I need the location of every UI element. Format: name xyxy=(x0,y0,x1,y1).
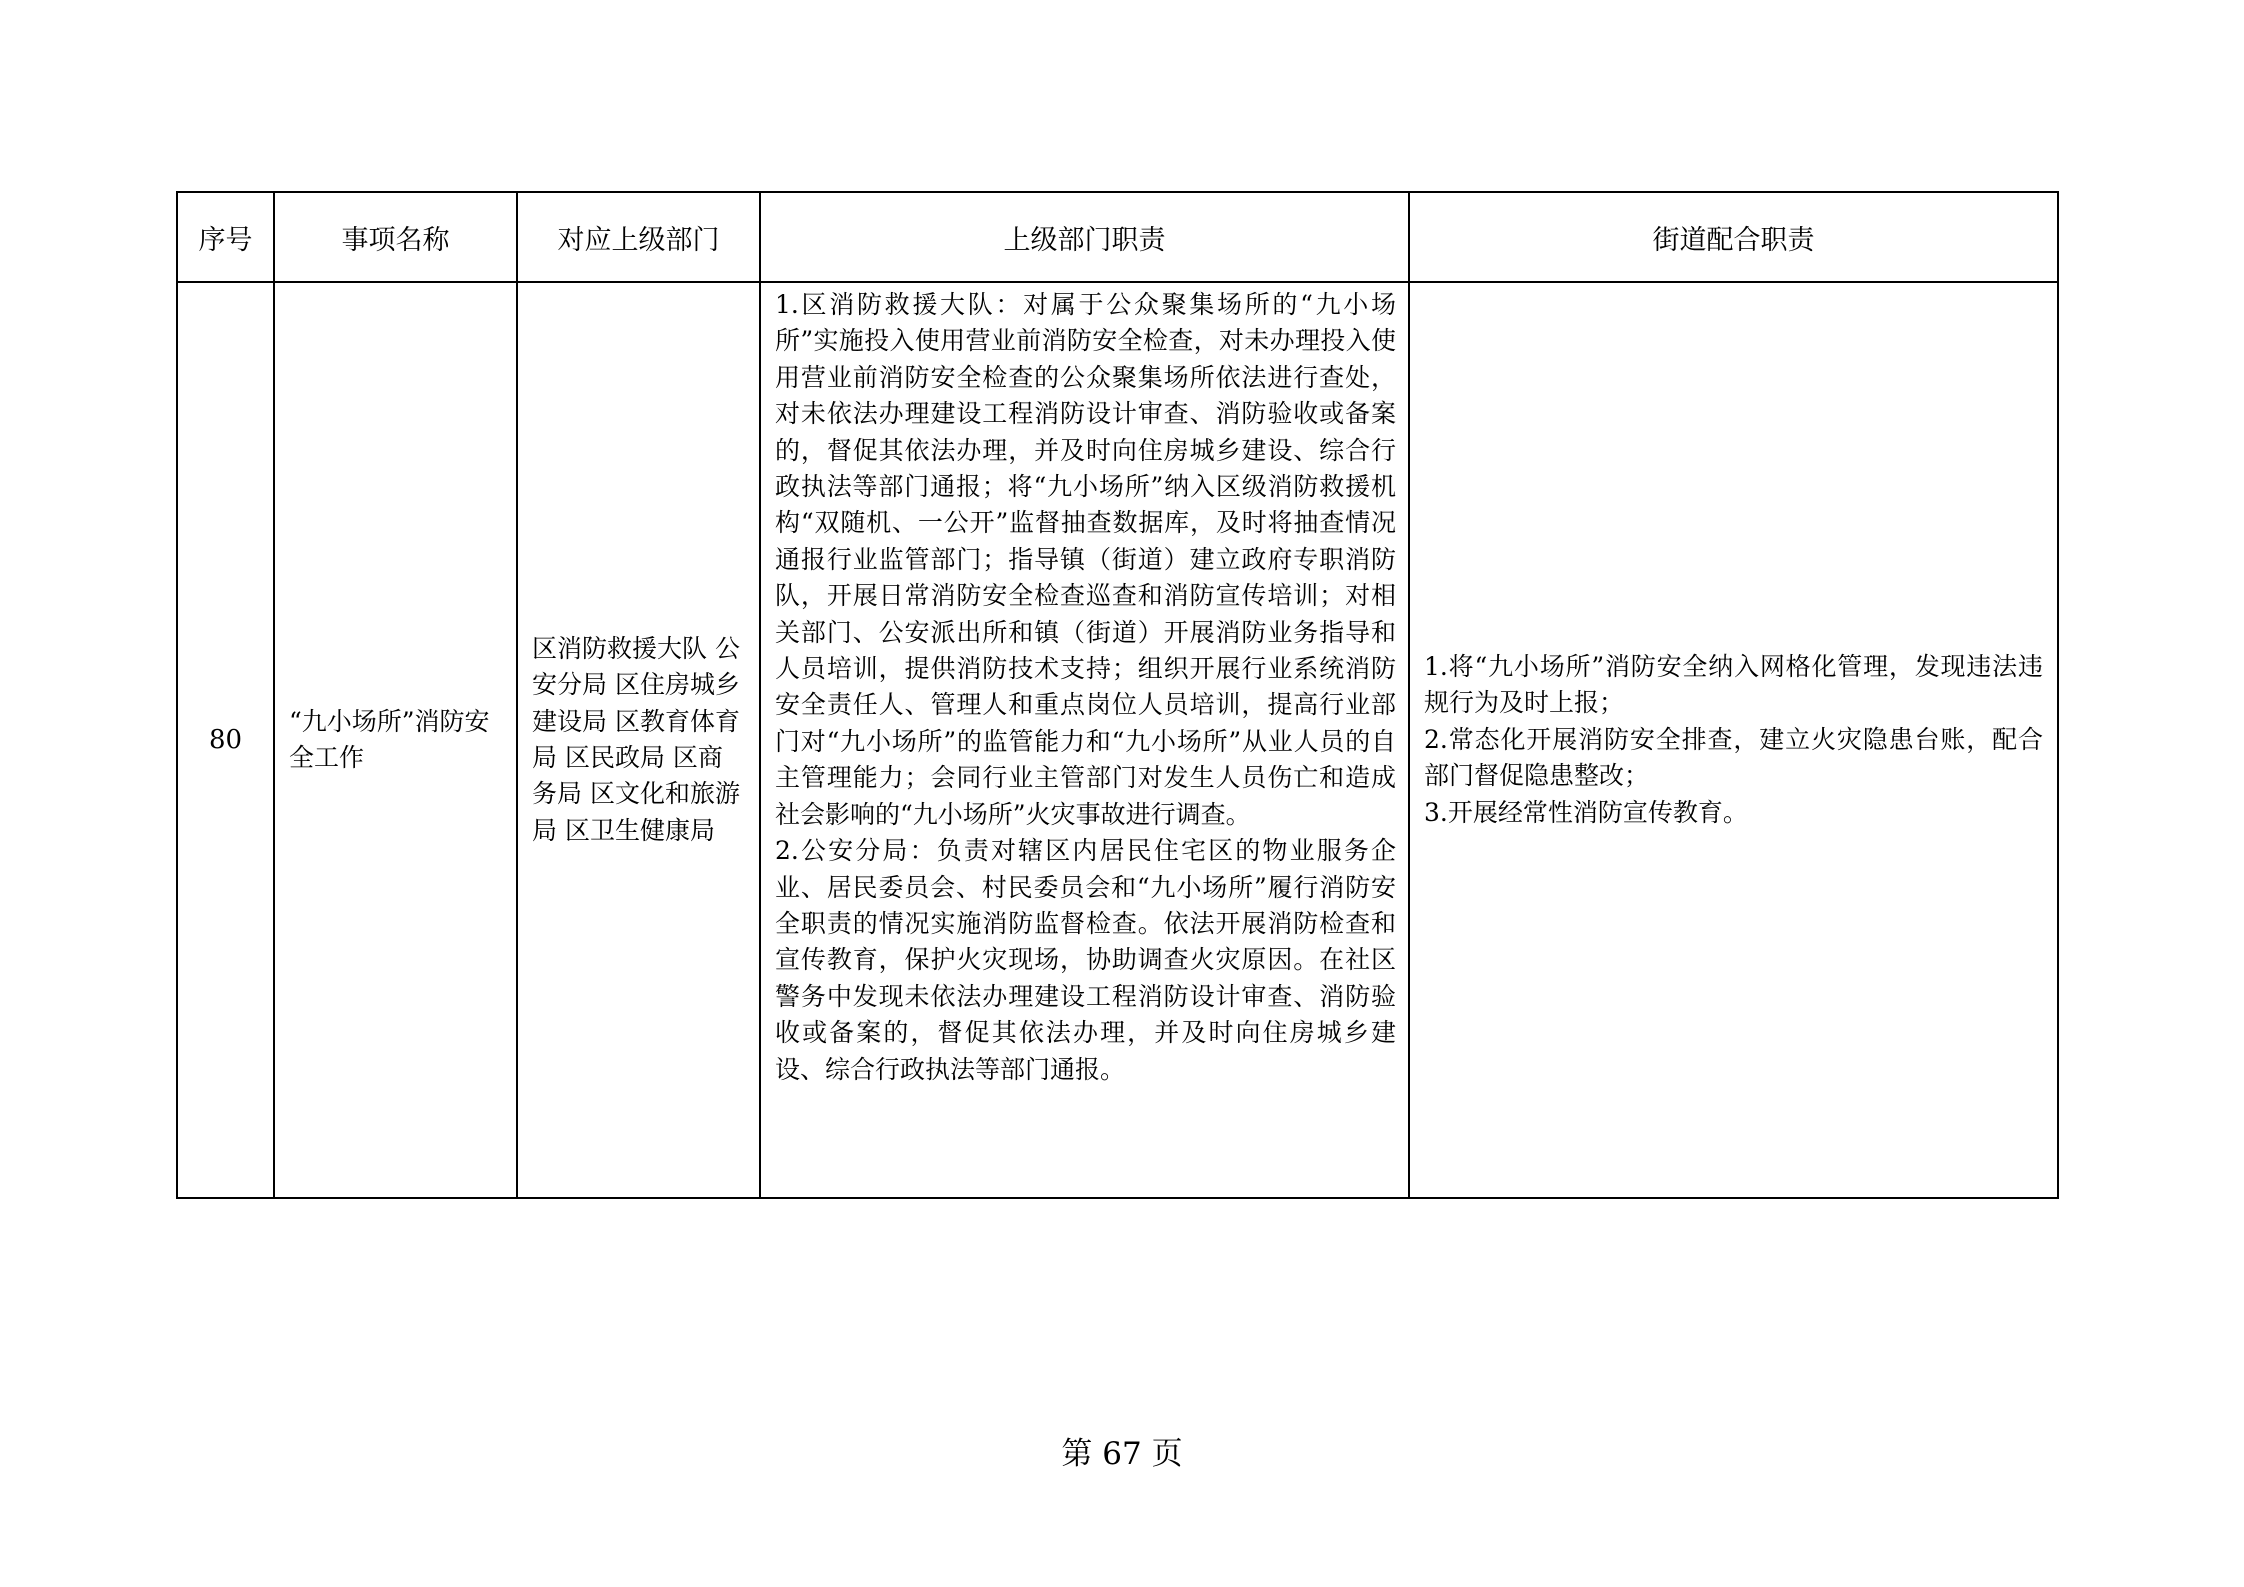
table-row xyxy=(177,282,2058,1198)
superior-duty-paragraph-2: 2.公安分局：负责对辖区内居民住宅区的物业服务企业、居民委员会、村民委员会和“九小场所”履行消防安全职责的情况实施消防监督检查。依法开展消防检查和宣传教育，保护火灾现场，协助调查火灾原因。在社区警务中发现未依法办理建设工程消防设计审查、消防验收或备案的，督促其依法办理，并及时向住房城乡建设、综合行政执法等部门通报。 xyxy=(775,836,1396,1084)
table-body xyxy=(177,282,2058,1198)
header-item-name: 事项名称 xyxy=(274,192,517,282)
cell-street-duties xyxy=(1409,282,2058,1198)
street-duty-item-1: 1.将“九小场所”消防安全纳入网格化管理，发现违法违规行为及时上报； xyxy=(1424,651,2043,718)
duty-table-container xyxy=(176,191,2057,1199)
header-number: 序号 xyxy=(177,192,274,282)
header-superior-department: 对应上级部门 xyxy=(517,192,760,282)
superior-duty-paragraph-1: 1.区消防救援大队：对属于公众聚集场所的“九小场所”实施投入使用营业前消防安全检查，对未办理投入使用营业前消防安全检查的公众聚集场所依法进行查处，对未依法办理建设工程消防设计审查、消防验收或备案的，督促其依法办理，并及时向住房城乡建设、综合行政执法等部门通报；将“九小场所”纳入区级消防救援机构“双随机、一公开”监督抽查数据库，及时将抽查情况通报行业监管部门；指导镇（街道）建立政府专职消防队，开展日常消防安全检查巡查和消防宣传培训；对相关部门、公安派出所和镇（街道）开展消防业务指导和人员培训，提供消防技术支持；组织开展行业系统消防安全责任人、管理人和重点岗位人员培训，提高行业部门对“九小场所”的监管能力和“九小场所”从业人员的自主管理能力；会同行业主管部门对发生人员伤亡和造成社会影响的“九小场所”火灾事故进行调查。 xyxy=(775,290,1396,829)
street-duty-item-2: 2.常态化开展消防安全排查，建立火灾隐患台账，配合部门督促隐患整改； xyxy=(1424,724,2043,791)
header-street-duties: 街道配合职责 xyxy=(1409,192,2058,282)
cell-item-name: “九小场所”消防安全工作 xyxy=(274,282,517,1198)
street-duty-item-3: 3.开展经常性消防宣传教育。 xyxy=(1424,797,1748,827)
cell-superior-duties xyxy=(760,282,1409,1198)
cell-number: 80 xyxy=(177,282,274,1198)
duty-table xyxy=(176,191,2059,1199)
header-row xyxy=(177,192,2058,282)
table-header xyxy=(177,192,2058,282)
cell-departments: 区消防救援大队 公安分局 区住房城乡建设局 区教育体育局 区民政局 区商务局 区文化和旅游局 区卫生健康局 xyxy=(517,282,760,1198)
header-superior-duties: 上级部门职责 xyxy=(760,192,1409,282)
page-number: 第 67 页 xyxy=(1061,1436,1183,1472)
